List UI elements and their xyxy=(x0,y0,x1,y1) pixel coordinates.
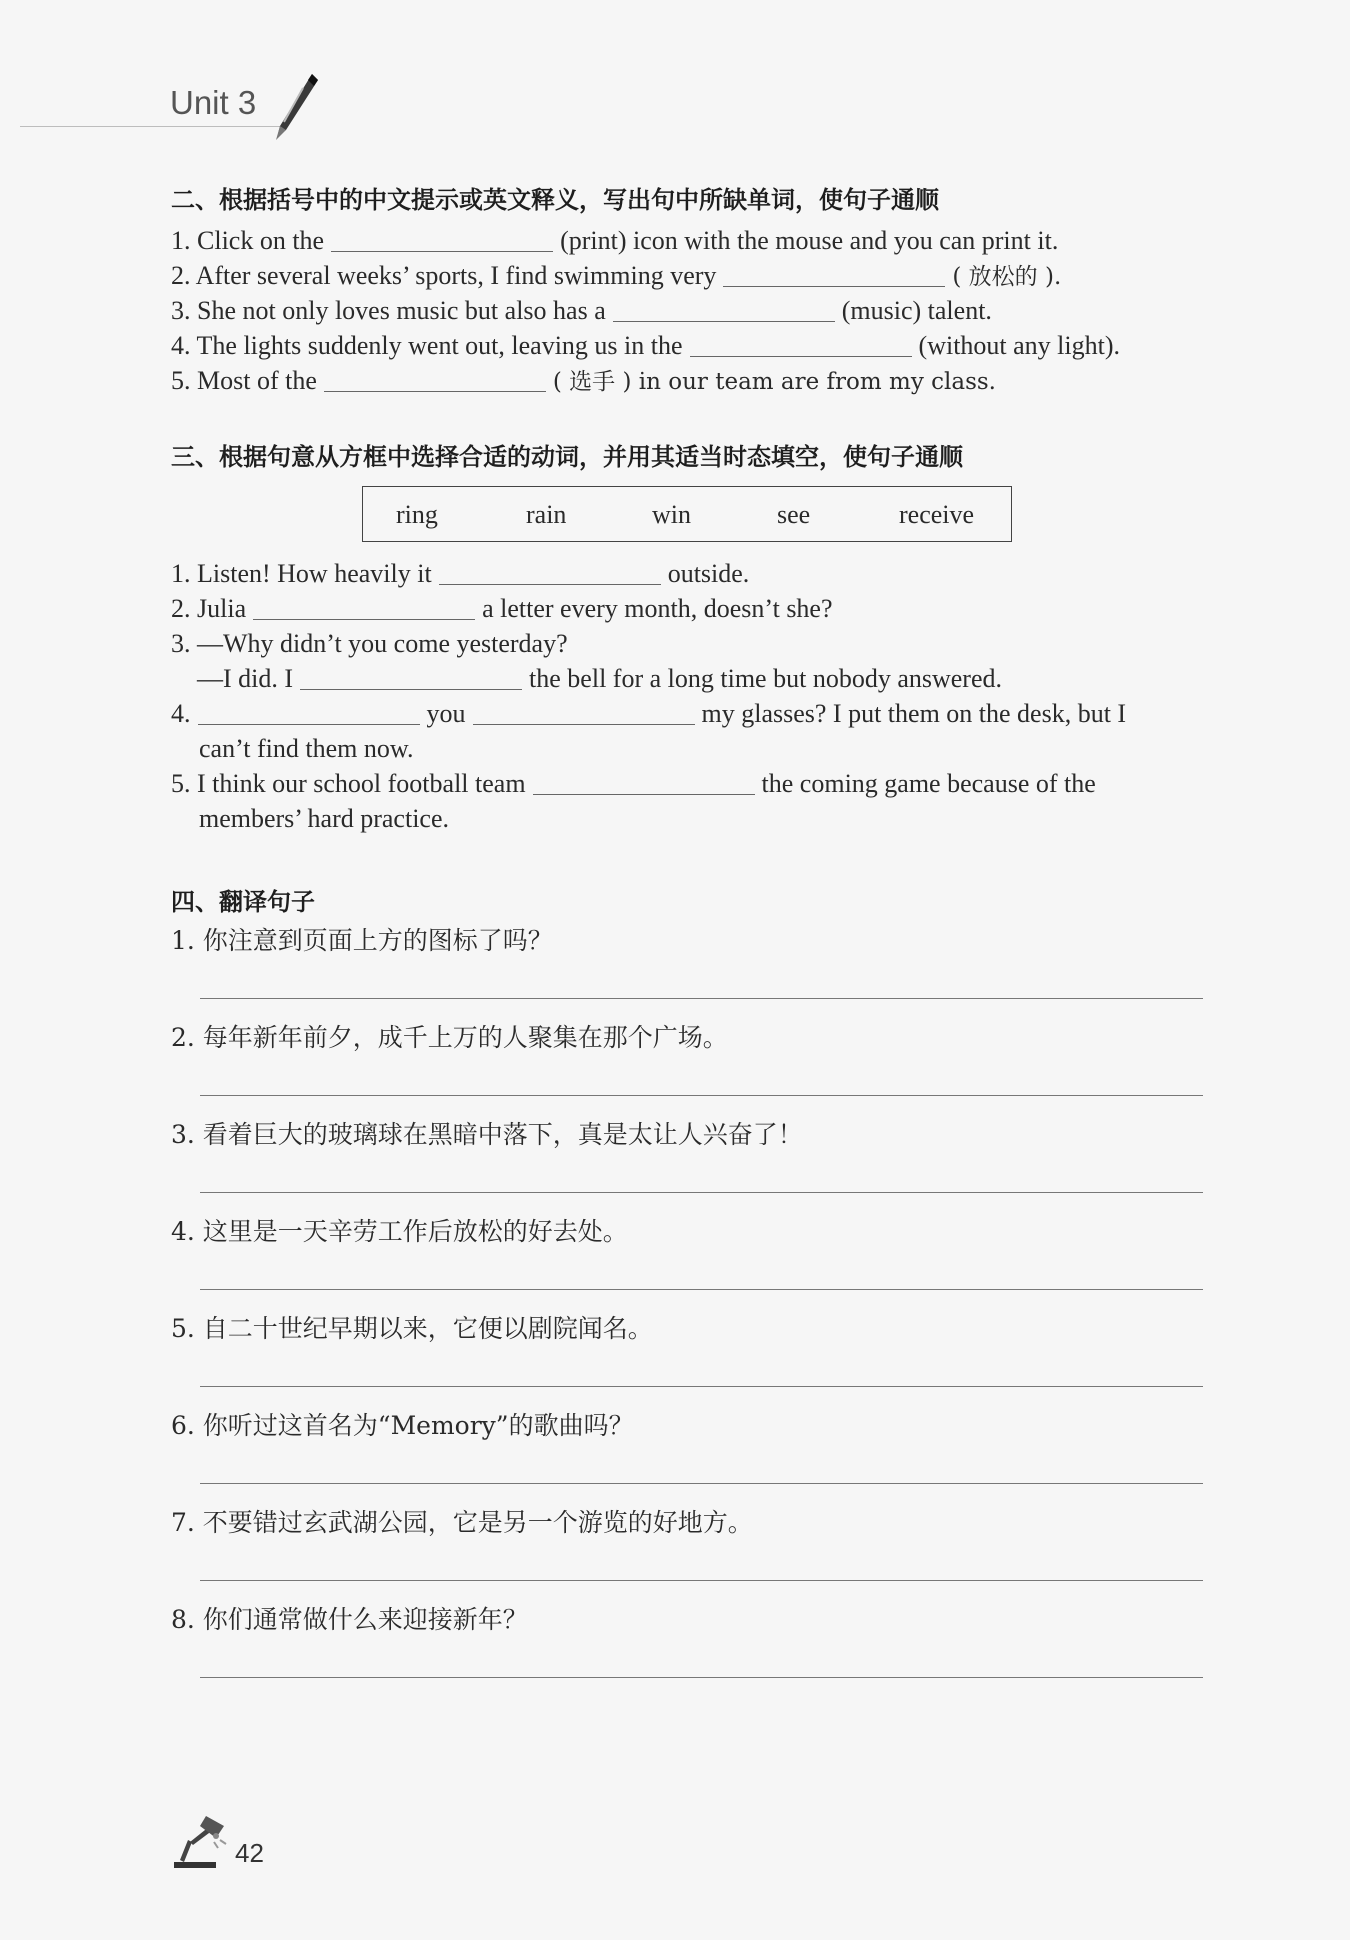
section2-item-1 xyxy=(171,228,1058,254)
answer-line-3[interactable] xyxy=(200,1192,1203,1193)
answer-blank[interactable] xyxy=(331,231,553,252)
answer-blank[interactable] xyxy=(300,669,522,690)
answer-blank[interactable] xyxy=(690,336,912,357)
item-text: outside. xyxy=(667,559,750,588)
section3-item-5 xyxy=(171,771,1096,797)
item-text: the coming game because of the xyxy=(761,769,1096,798)
item-text: (music) talent. xyxy=(841,296,992,325)
item-text: ( 放松的 ). xyxy=(952,264,1062,290)
translation-item-4: 4. 这里是一天辛劳工作后放松的好去处。 xyxy=(171,1217,628,1246)
word-option: see xyxy=(777,500,811,529)
section3-item-1 xyxy=(171,561,749,587)
answer-line-5[interactable] xyxy=(200,1386,1203,1387)
translation-item-7: 7. 不要错过玄武湖公园，它是另一个游览的好地方。 xyxy=(171,1508,753,1537)
answer-line-6[interactable] xyxy=(200,1483,1203,1484)
section3-title: 三、根据句意从方框中选择合适的动词，并用其适当时态填空，使句子通顺 xyxy=(171,443,963,471)
answer-blank[interactable] xyxy=(723,266,945,287)
word-option: receive xyxy=(899,500,975,529)
section2-item-2 xyxy=(171,263,1061,289)
section2-title: 二、根据括号中的中文提示或英文释义，写出句中所缺单词，使句子通顺 xyxy=(171,186,939,214)
section3-item-3a xyxy=(171,631,568,657)
translation-item-8: 8. 你们通常做什么来迎接新年？ xyxy=(171,1605,528,1634)
section2-item-3 xyxy=(171,298,992,324)
answer-blank[interactable] xyxy=(533,774,755,795)
item-text: 1. Click on the xyxy=(171,226,325,255)
item-number: 4. xyxy=(171,699,191,728)
word-box xyxy=(362,486,1012,542)
item-text: 5. Most of the xyxy=(171,366,317,395)
section3-item-3b xyxy=(197,666,1002,692)
translation-item-5: 5. 自二十世纪早期以来，它便以剧院闻名。 xyxy=(171,1314,653,1343)
item-text: —I did. I xyxy=(197,664,294,693)
answer-blank[interactable] xyxy=(613,301,835,322)
lamp-icon xyxy=(170,1812,228,1870)
section2-item-5 xyxy=(171,368,996,394)
answer-blank[interactable] xyxy=(198,704,420,725)
unit-title: Unit 3 xyxy=(170,84,257,121)
item-text: the bell for a long time but nobody answered. xyxy=(529,664,1002,693)
item-text: my glasses? I put them on the desk, but I xyxy=(701,699,1127,728)
answer-line-2[interactable] xyxy=(200,1095,1203,1096)
answer-blank[interactable] xyxy=(473,704,695,725)
item-text: 2. Julia xyxy=(171,594,247,623)
section3-item-4-cont xyxy=(199,736,413,762)
item-text: (without any light). xyxy=(918,331,1121,360)
answer-blank[interactable] xyxy=(253,599,475,620)
item-text: a letter every month, doesn’t she? xyxy=(482,594,833,623)
pen-icon xyxy=(272,72,320,142)
item-text: members’ hard practice. xyxy=(199,804,449,833)
answer-blank[interactable] xyxy=(324,371,546,392)
item-text: (print) icon with the mouse and you can print it. xyxy=(560,226,1059,255)
section4-title: 四、翻译句子 xyxy=(171,888,315,916)
translation-item-1: 1. 你注意到页面上方的图标了吗？ xyxy=(171,926,553,955)
answer-line-8[interactable] xyxy=(200,1677,1203,1678)
section3-item-4 xyxy=(171,701,1126,727)
translation-item-6: 6. 你听过这首名为“Memory”的歌曲吗？ xyxy=(171,1411,634,1440)
item-text: ( 选手 ) in our team are from my class. xyxy=(552,369,996,395)
word-option: rain xyxy=(526,500,567,529)
page-number: 42 xyxy=(235,1838,264,1868)
item-text: 3. —Why didn’t you come yesterday? xyxy=(171,629,568,658)
word-option: ring xyxy=(396,500,438,529)
item-text: you xyxy=(426,699,466,728)
answer-line-1[interactable] xyxy=(200,998,1203,999)
translation-item-3: 3. 看着巨大的玻璃球在黑暗中落下，真是太让人兴奋了！ xyxy=(171,1120,803,1149)
answer-line-7[interactable] xyxy=(200,1580,1203,1581)
item-text: 5. I think our school football team xyxy=(171,769,526,798)
answer-blank[interactable] xyxy=(439,564,661,585)
item-text: 3. She not only loves music but also has a xyxy=(171,296,606,325)
section2-item-4 xyxy=(171,333,1120,359)
section3-item-2 xyxy=(171,596,833,622)
answer-line-4[interactable] xyxy=(200,1289,1203,1290)
item-text: 4. The lights suddenly went out, leaving us in the xyxy=(171,331,683,360)
item-text: can’t find them now. xyxy=(199,734,414,763)
header-rule xyxy=(20,126,282,127)
item-text: 2. After several weeks’ sports, I find swimming very xyxy=(171,261,717,290)
translation-item-2: 2. 每年新年前夕，成千上万的人聚集在那个广场。 xyxy=(171,1023,728,1052)
word-option: win xyxy=(652,500,691,529)
item-text: 1. Listen! How heavily it xyxy=(171,559,432,588)
section3-item-5-cont xyxy=(199,806,449,832)
